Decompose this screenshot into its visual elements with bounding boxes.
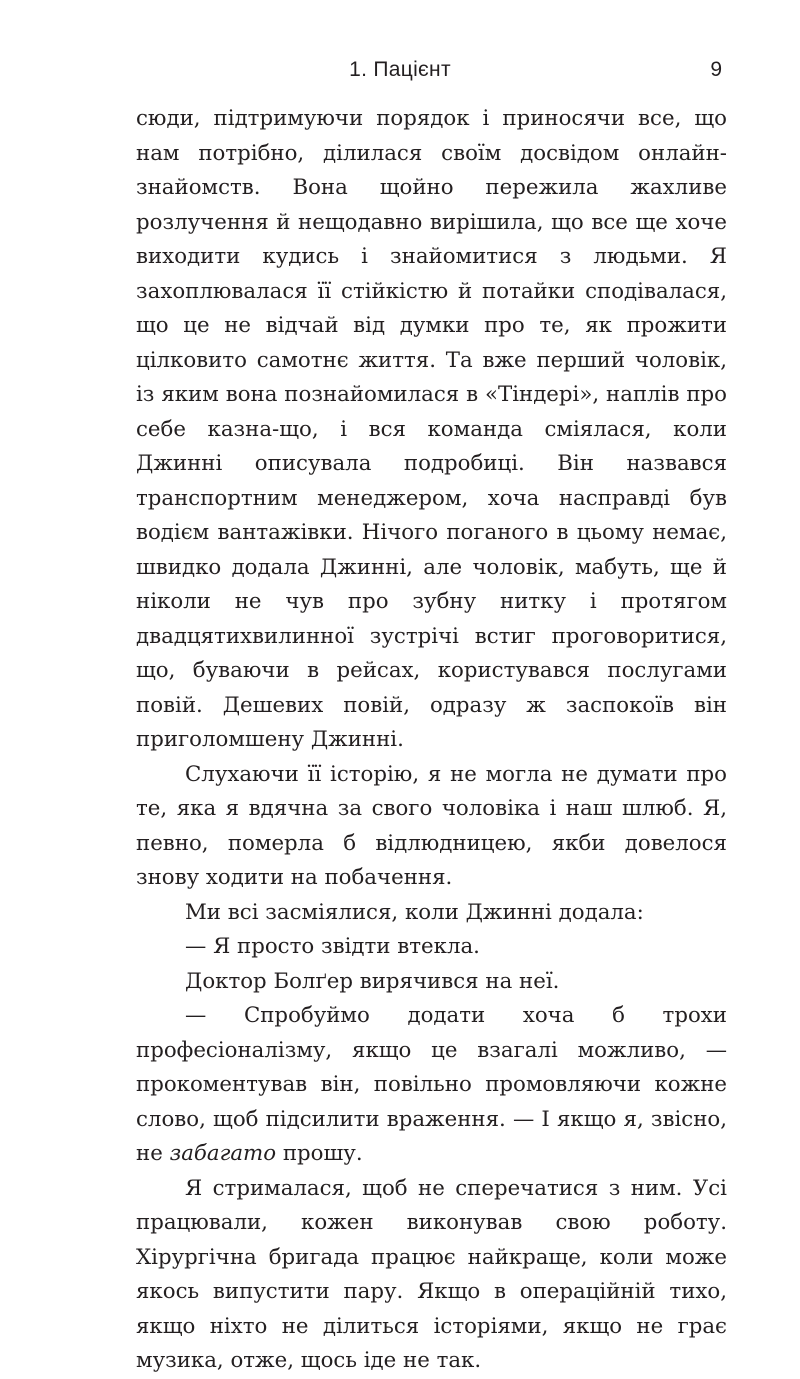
chapter-title: 1. Пацієнт (349, 58, 451, 81)
running-header (0, 58, 800, 92)
dialogue-paragraph (136, 999, 727, 1172)
page-number: 9 (710, 58, 722, 81)
body-text (136, 102, 727, 1379)
emphasized-word: забагато (169, 1141, 277, 1166)
dialogue-text: — Спробуймо додати хоча б трохи професіоналізму, якщо це взагалі можливо, — прокоментував він, повільно промовляючи кожне слово, щоб підсилити враження. — І якщо я, звісно, не (136, 1003, 727, 1166)
paragraph: Слухаючи її історію, я не могла не думати про те, яка я вдячна за свого чоловіка і наш шлюб. Я, певно, померла б відлюдницею, якби довелося знову ходити на побачення. (136, 761, 727, 890)
paragraph: Я стрималася, щоб не сперечатися з ним. Усі працювали, кожен виконував свою роботу. Хірургічна бригада працює найкраще, коли може якось випустити пару. Якщо в операційній тихо, якщо ніхто не ділиться історіями, якщо не грає музика, отже, щось іде не так. (136, 1175, 727, 1373)
paragraph: Доктор Болґер вирячився на неї. (185, 968, 560, 994)
paragraph: сюди, підтримуючи порядок і приносячи все, що нам потрібно, ділилася своїм досвідом онлайн-знайомств. Вона щойно пережила жахливе розлучення й нещодавно вирішила, що все ще хоче виходити кудись і знайомитися з людьми. Я захоплювалася її стійкістю й потайки сподівалася, що це не відчай від думки про те, як прожити цілковито самотнє життя. Та вже перший чоловік, із яким вона познайомилася в «Тіндері», наплів про себе казна-що, і вся команда сміялася, коли Джинні описувала подробиці. Він назвався транспортним менеджером, хоча насправді був водієм вантажівки. Нічого поганого в цьому немає, швидко додала Джинні, але чоловік, мабуть, ще й ніколи не чув про зубну нитку і протягом двадцятихвилинної зустрічі встиг проговоритися, що, буваючи в рейсах, користувався послугами повій. Дешевих повій, одразу ж заспокоїв він приголомшену Джинні. (136, 106, 727, 752)
dialogue-line: — Я просто звідти втекла. (185, 934, 480, 959)
paragraph: Ми всі засміялися, коли Джинні додала: (185, 899, 644, 925)
dialogue-text-end: прошу. (276, 1141, 363, 1166)
